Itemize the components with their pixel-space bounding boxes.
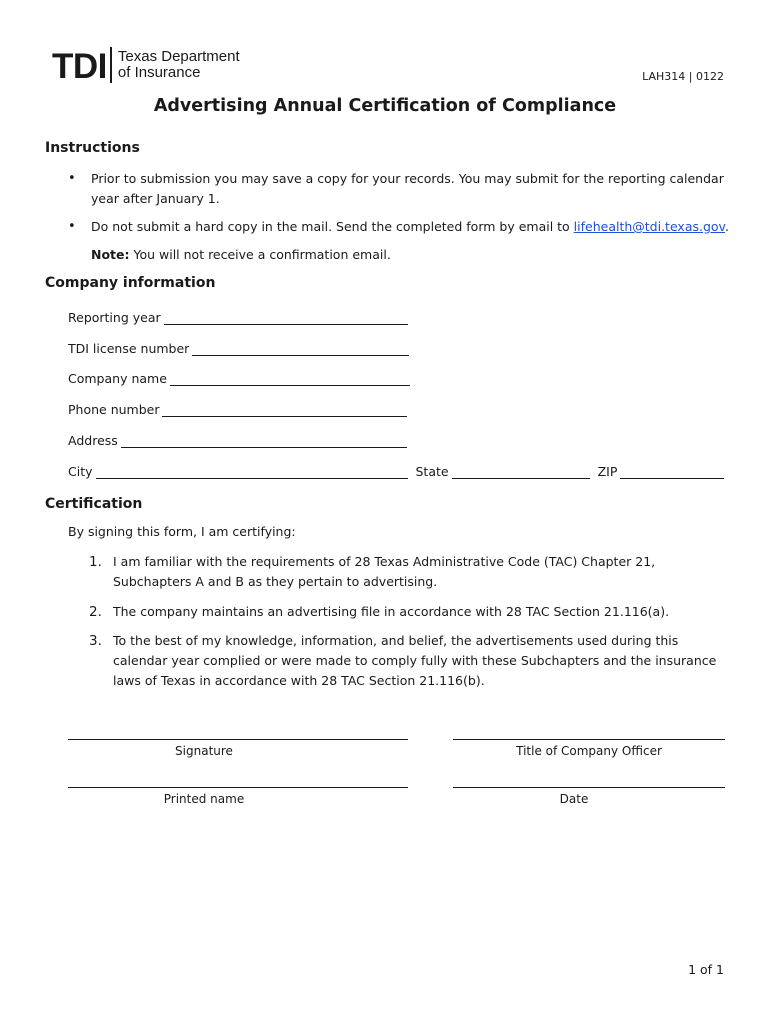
reporting-year-input[interactable] (164, 309, 408, 325)
company-name-label: Company name (68, 371, 167, 386)
state-label: State (415, 464, 449, 479)
license-number-input[interactable] (192, 340, 409, 356)
logo-agency-name (118, 49, 240, 81)
tdi-logo (52, 46, 240, 84)
license-number-row (68, 336, 409, 356)
bullet-2-prefix: Do not submit a hard copy in the mail. Send the completed form by email to (91, 219, 574, 234)
email-link[interactable]: lifehealth@tdi.texas.gov (573, 219, 725, 234)
printed-name-line[interactable] (68, 787, 408, 788)
logo-mark: TDI (52, 46, 107, 86)
certification-intro: By signing this form, I am certifying: (68, 524, 296, 539)
state-input[interactable] (452, 463, 590, 479)
bullet-icon: • (68, 219, 76, 234)
zip-input[interactable] (620, 463, 724, 479)
bullet-2-suffix: . (724, 219, 729, 234)
phone-number-label: Phone number (68, 402, 160, 417)
page-title: Advertising Annual Certification of Compliance (153, 96, 617, 116)
officer-title-label: Title of Company Officer (516, 744, 662, 758)
reporting-year-row (68, 305, 408, 325)
city-input[interactable] (96, 463, 408, 479)
instructions-heading: Instructions (45, 140, 140, 156)
cert-item-1-number: 1. (89, 554, 102, 570)
phone-number-input[interactable] (162, 401, 407, 417)
certification-heading: Certification (45, 496, 143, 512)
cert-item-3-text: To the best of my knowledge, information, and belief, the advertisements used during this calendar year complied or were made to comply fully with these Subchapters and the insurance laws of Texas in accordance with 28 TAC Section 21.116(b). (113, 633, 717, 688)
company-name-input[interactable] (170, 370, 410, 386)
date-label: Date (559, 792, 589, 806)
note-label: Note: (91, 247, 130, 262)
address-label: Address (68, 433, 118, 448)
bullet-icon: • (68, 171, 76, 186)
company-info-heading: Company information (45, 275, 216, 291)
form-id: LAH314 | 0122 (642, 70, 724, 83)
printed-name-label: Printed name (163, 792, 245, 806)
page-number: 1 of 1 (688, 962, 724, 977)
note-text: You will not receive a confirmation email. (129, 247, 391, 262)
reporting-year-label: Reporting year (68, 310, 161, 325)
instruction-bullet-1: Prior to submission you may save a copy for your records. You may submit for the reporting calendar year after January 1. (91, 171, 724, 206)
address-input[interactable] (121, 432, 407, 448)
city-label: City (68, 464, 93, 479)
cert-item-1-text: I am familiar with the requirements of 28 Texas Administrative Code (TAC) Chapter 21, Subchapters A and B as they pertain to advertising. (113, 554, 656, 589)
cert-item-2-number: 2. (89, 604, 102, 620)
address-row (68, 428, 407, 448)
license-number-label: TDI license number (68, 341, 190, 356)
instruction-bullet-2 (91, 217, 731, 237)
agency-line-2: of Insurance (117, 64, 201, 81)
zip-label: ZIP (597, 464, 618, 479)
cert-item-2-text: The company maintains an advertising file in accordance with 28 TAC Section 21.116(a). (113, 604, 670, 619)
instruction-note (91, 245, 731, 265)
signature-line[interactable] (68, 739, 408, 740)
cert-item-3-number: 3. (89, 633, 102, 649)
agency-line-1: Texas Department (117, 48, 240, 65)
logo-divider (110, 47, 112, 83)
city-state-zip-row (68, 459, 724, 479)
signature-label: Signature (175, 744, 233, 758)
company-name-row (68, 366, 410, 386)
phone-number-row (68, 397, 407, 417)
date-line[interactable] (453, 787, 725, 788)
officer-title-line[interactable] (453, 739, 725, 740)
